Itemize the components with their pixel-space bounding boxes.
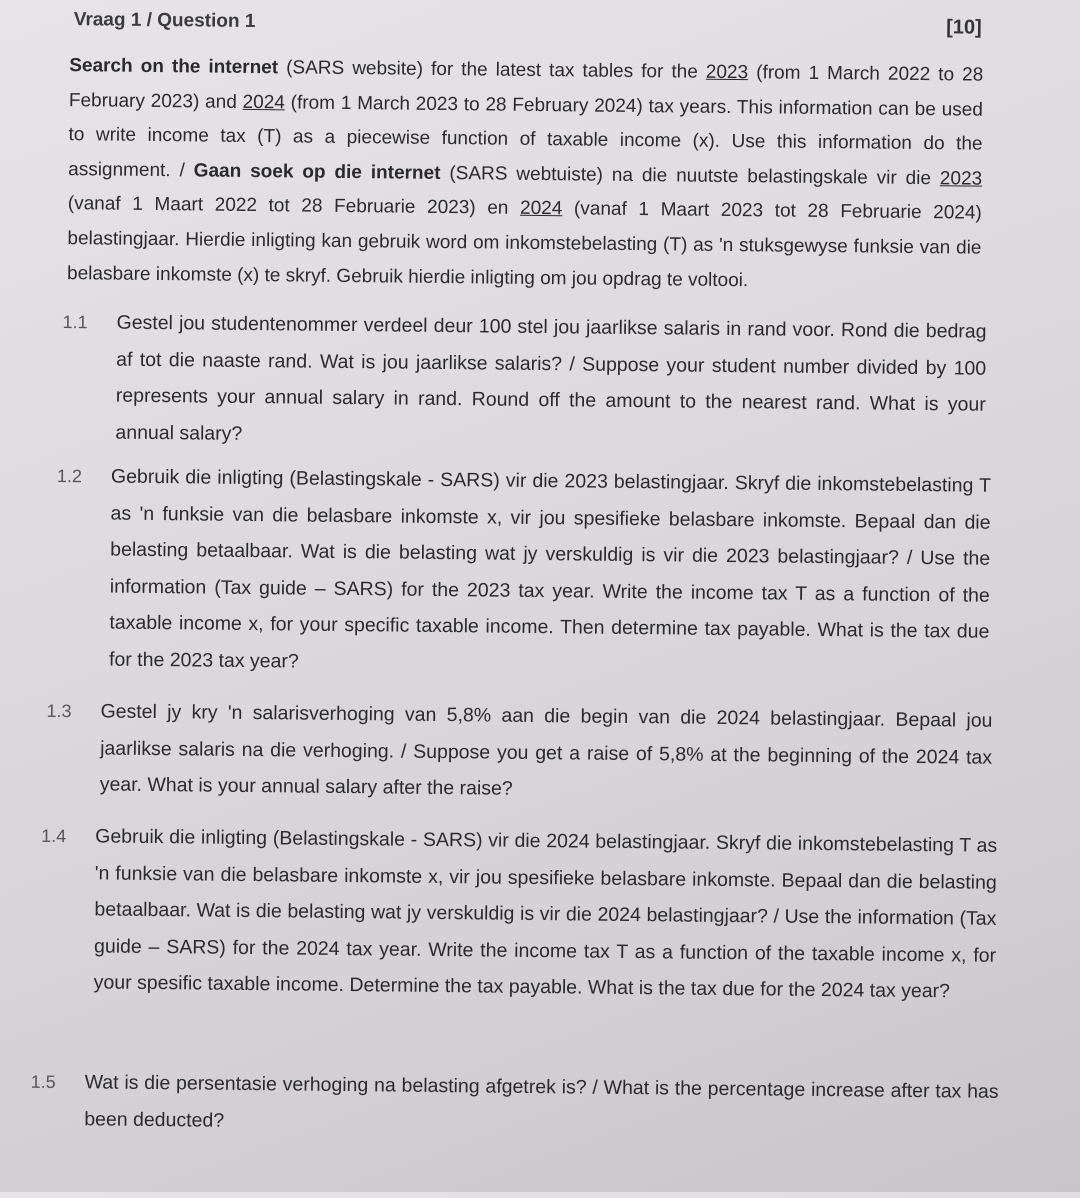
question-title: Vraag 1 / Question 1: [73, 9, 256, 33]
intro-text-af-3: (vanaf 1 Maart 2023 tot 28 Februarie 2024) belastingjaar. Hierdie inligting kan gebruik word om inkomstebelasting (T) as 'n stuksgewyse funksie van die belasbare inkomste (x) te skryf. Gebruik hierdie inligting om jou opdrag te voltooi.: [67, 198, 982, 291]
intro-text-en-3: (from 1 March 2023 to 28 February 2024) tax years. This information can be used to write income tax (T) as a piecewise function of taxable income (x). Use this information do the assignment. /: [68, 91, 983, 182]
sub-question-1-2: [56, 459, 992, 688]
sub-question-1-5: [30, 1064, 999, 1147]
question-marks: [10]: [946, 16, 982, 39]
intro-text-en-2: (from 1 March 2022 to 28 February 2023) and: [68, 62, 984, 113]
sub-question-number: 1.5: [30, 1071, 56, 1092]
intro-year-2023-en: 2023: [705, 61, 749, 84]
intro-year-2024-af: 2024: [519, 198, 563, 220]
sub-question-text: Wat is die persentasie verhoging na belasting afgetrek is? / What is the percentage increase after tax has been deducted?: [84, 1071, 999, 1132]
question-header: [74, 9, 982, 49]
intro-lead-af: Gaan soek op die internet: [193, 160, 441, 184]
sub-question-text: Gebruik die inligting (Belastingskale - SARS) vir die 2023 belastingjaar. Skryf die inkomstebelasting T as 'n funksie van die belasbare inkomste x, vir jou spesifieke belasbare inkomste. Bepaal dan die belasting betaalbaar. Wat is die belasting wat jy verskuldig is vir die 2023 belastingjaar? / Use the information (Tax guide – SARS) for the 2023 tax year. Write the income tax T as a function of the taxable income x, for your specific taxable income. Then determine tax payable. What is the tax due for the 2023 tax year?: [108, 465, 992, 673]
sub-question-1-3: [46, 693, 993, 812]
sub-question-1-4: [41, 818, 998, 1010]
intro-text-en-1: (SARS website) for the latest tax tables for the: [278, 57, 706, 83]
intro-text-af-1: (SARS webtuiste) na die nuutste belastingskale vir die: [440, 162, 940, 189]
sub-question-text: Gestel jou studentenommer verdeel deur 100 stel jou jaarlikse salaris in rand voor. Rond die bedrag af tot die naaste rand. Wat is jou jaarlikse salaris? / Suppose your student number divided by 100 represents your annual salary in rand. Round off the amount to the nearest rand. What is your annual salary?: [115, 311, 987, 445]
intro-year-2024-en: 2024: [242, 91, 286, 113]
intro-year-2023-af: 2023: [939, 167, 983, 190]
sub-question-text: Gebruik die inligting (Belastingskale - SARS) vir die 2024 belastingjaar. Skryf die inkomstebelasting T as 'n funksie van die belasbare inkomste x, vir jou spesifieke belasbare inkomste. Bepaal dan die belasting betaalbaar. Wat is die belasting wat jy verskuldig is vir die 2024 belastingjaar? / Use the information (Tax guide – SARS) for the 2024 tax year. Write the income tax T as a function of the taxable income x, for your spesific taxable income. Determine the tax payable. What is the tax due for the 2024 tax year?: [93, 825, 998, 1003]
intro-lead-en: Search on the internet: [69, 55, 279, 79]
sub-question-number: 1.2: [56, 465, 83, 487]
sub-question-number: 1.4: [41, 825, 67, 847]
intro-paragraph: [67, 49, 983, 301]
intro-text-af-2: (vanaf 1 Maart 2022 tot 28 Februarie 2023) en: [67, 193, 521, 220]
sub-question-number: 1.3: [46, 700, 72, 722]
sub-question-number: 1.1: [62, 312, 88, 333]
sub-question-1-1: [62, 305, 987, 460]
sub-question-text: Gestel jy kry 'n salarisverhoging van 5,8% aan die begin van die 2024 belastingjaar. Bepaal jou jaarlikse salaris na die verhoging. / Suppose you get a raise of 5,8% at the beginning of the 2024 tax year. What is your annual salary after the raise?: [99, 700, 993, 800]
